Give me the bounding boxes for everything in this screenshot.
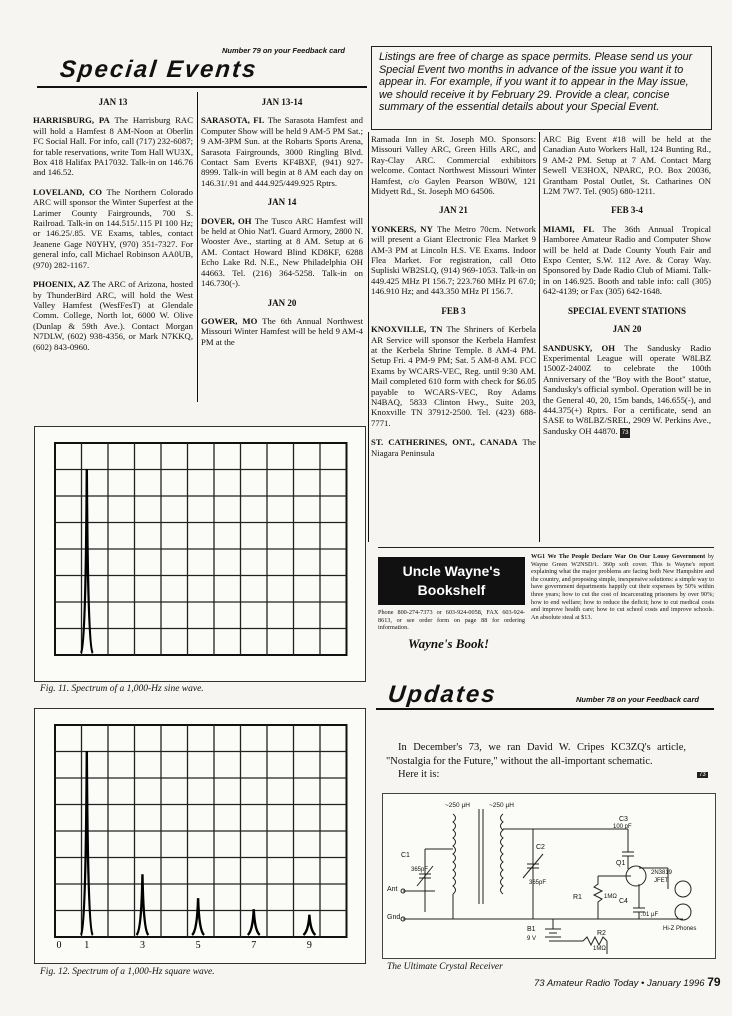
- event-item: SANDUSKY, OH The Sandusky Radio Experimental League will operate W8LBZ 1500Z-2400Z to celebrate the 100th Anniversary of the "Boy with the Boot" statue, Sandusky's official symbol. Operation will be in the General 40, 20, 15m bands, 146.655(-), and 444.375(+) Rptrs. For a certificate, send an SASE to W8LBZ/SREL, 2909 W. Perkins Ave., Sandusky OH 44870. 73: [543, 343, 711, 439]
- event-item: DOVER, OH The Tusco ARC Hamfest will be held at Ohio Nat'l. Guard Armory, 2800 N. Wooster Ave., starting at 8 AM. Setup at 6 AM. Contact Howard Blind KD8KF, 6288 Echo Lake Rd. N.E., New Philadelphia OH 44663. Tel. (216) 364-5258. Talk-in on 146.730(-).: [201, 215, 363, 289]
- label-l1: ~250 µH: [445, 802, 470, 809]
- label-phones: Hi-Z Phones: [663, 926, 697, 932]
- page-footer: 73 Amateur Radio Today • January 1996 79: [534, 975, 721, 989]
- bookshelf-phone: Phone 800-274-7373 or 603-924-0058, FAX 603-924-8613, or see order form on page 88 for ordering information.: [378, 609, 525, 632]
- event-item: MIAMI, FL The 36th Annual Tropical Hamboree Amateur Radio and Computer Show will be held at Dade County Youth Fair and Expo Center, S.W. 112 Ave. & Coray Way. Sponsored by Dade Radio Club of Miami. Talk-in on 146.925. Booth and table info: call (305) 642-4139; or Fax (305) 642-1648.: [543, 223, 711, 297]
- column-divider: [368, 132, 369, 542]
- label-r2: R2: [597, 930, 606, 937]
- label-q1-jfet: JFET: [654, 878, 669, 884]
- event-item: SARASOTA, FL The Sarasota Hamfest and Computer Show will be held 9 AM-5 PM Sat.; 9 AM-3PM Sun. at the Robarts Sports Arena, Sarasota Fairgrounds, 3000 Ringling Blvd. Contact Sam Everts KF4BXF, (941) 927-8999. Talk-in will begin at 8 AM each day on 146.31/.91 and 444.925/449.925 Rptrs.: [201, 115, 363, 188]
- tick-label: 9: [306, 940, 312, 951]
- column-divider: [197, 92, 198, 402]
- figure-12: [34, 708, 366, 964]
- label-antenna: Ant: [387, 886, 398, 893]
- label-q1: Q1: [616, 860, 626, 867]
- bookshelf-description: WG1 We The People Declare War On Our Lousy Government by Wayne Green W2NSD/1. 360p soft cover. This is Wayne's report explaining what the major problems are facing both New Hampshire and the country, and proposing simple, inexpensive solutions: a simple way to have government departments happily cut their expenses by 50% within three years; how to cut the cost of incarcerating prisoners by over 90%; how to end welfare; how to reduce the deficit; how to cut medical costs and improve health care; how to cut school costs and improve schools. An absolute steal at $13.: [531, 553, 714, 621]
- end-badge: 73: [699, 772, 706, 778]
- label-c4: C4: [619, 898, 628, 905]
- tick-label: 1: [84, 940, 90, 951]
- end-badge: 73: [620, 428, 631, 438]
- spectrum-peak: [192, 898, 204, 935]
- event-item: Ramada Inn in St. Joseph MO. Sponsors: Missouri Valley ARC, Green Hills ARC, and Ray-Clay ARC. Commercial exhibitors welcome. Contact Northwest Missouri Winter Hamfest, c/o Gaylen Pearson WB0W, 121 Midyett Rd., St. Joseph MO 64506.: [371, 134, 536, 197]
- schematic-caption: The Ultimate Crystal Receiver: [387, 962, 503, 972]
- bookshelf-banner: Uncle Wayne's Bookshelf: [378, 557, 525, 605]
- label-b1-value: 9 V: [527, 936, 537, 942]
- events-column-3: [371, 134, 536, 467]
- figure-11-caption: Fig. 11. Spectrum of a 1,000-Hz sine wave.: [40, 684, 204, 694]
- stations-heading: SPECIAL EVENT STATIONS: [567, 305, 687, 316]
- label-c3-value: 100 pF: [613, 824, 632, 830]
- bookshelf-ad: [378, 547, 714, 687]
- label-r1: R1: [573, 894, 582, 901]
- figure-12-caption: Fig. 12. Spectrum of a 1,000-Hz square wave.: [40, 967, 215, 977]
- date-heading: FEB 3: [441, 305, 466, 316]
- event-item: HARRISBURG, PA The Harrisburg RAC will hold a Hamfest 8 AM-Noon at Oberlin FC Social Hall. For info, call (717) 232-6087; for table reservations, write Tom Hall WU3X, Box 418 Halifax PA17032. Talk-in on 146.76 and 146.52.: [33, 115, 193, 178]
- label-c1-value: 365pF: [411, 867, 429, 873]
- date-heading: JAN 13: [98, 97, 128, 107]
- feedback-note: Number 79 on your Feedback card: [222, 46, 345, 55]
- page-number: 79: [707, 975, 721, 989]
- event-item: YONKERS, NY The Metro 70cm. Network will present a Giant Electronic Flea Market 9 AM-3 PM at Lincoln H.S. VE Exams. Indoor Flea Market. For registration, call Otto Supliski WB2SLQ, (914) 969-1053. Talk-in on 449.425 MHz PI 156.7; 223.760 MHz PI 67.0; 146.910 Hz; and 443.350 MHz PI 156.7.: [371, 223, 536, 297]
- schematic-drawing: [383, 794, 715, 958]
- label-c2-value: 365pF: [529, 880, 547, 886]
- event-item: LOVELAND, CO The Northern Colorado ARC will sponsor the Winter Superfest at the Larimer County Fairgrounds, 700 S. Railroad. Talk-in on 144.515/.115 PI 100 Hz; or 146.25/.85. VE Exams, tables, contact Jeanene Gage N0YHY, (970) 351-7327. For general info, call Michael Robinson AA0UB, (970) 282-1167.: [33, 186, 193, 270]
- label-c1: C1: [401, 852, 410, 859]
- event-item: KNOXVILLE, TN The Shriners of Kerbela AR Service will sponsor the Kerbela Hamfest at the Kerbela Shrine Temple. 8 AM-4 PM. Setup Fri. 4 PM-9 PM; Sat. 5 AM-8 AM. FCC Exams by WCARS-VEC, Reg. until 9:30 AM. Mail completed 610 form with check for $6.05 payable to WCARS-VEC, Roy Adams N4BAQ, 5833 Clinton Hwy., Suite 203, Knoxville TN 37912-2500. Tel. (423) 688-7771.: [371, 324, 536, 428]
- event-item: ARC Big Event #18 will be held at the Canadian Auto Workers Hall, 124 Bunting Rd., 9 AM-2 PM. Setup at 7 AM. Contact Marg Sewell VE3HOX, NPARC, P.O. Box 20036, Grantham Postal Outlet, St. Catharines ON L2M 7W7. Tel. (905) 680-1211.: [543, 134, 711, 197]
- label-c2: C2: [536, 844, 545, 851]
- label-r2-value: 1MΩ: [593, 946, 606, 952]
- title-rule: [37, 86, 367, 88]
- tick-label: 0: [56, 940, 62, 951]
- crystal-receiver-schematic: [382, 793, 716, 959]
- date-heading: JAN 21: [439, 205, 468, 216]
- sine-spectrum-plot: [35, 427, 365, 681]
- event-item: ST. CATHERINES, ONT., CANADA The Niagara Peninsula: [371, 437, 536, 458]
- label-r1-value: 1MΩ: [604, 894, 617, 900]
- event-item: GOWER, MO The 6th Annual Northwest Missouri Winter Hamfest will be held 9 AM-4 PM at the: [201, 315, 363, 347]
- bookshelf-signature: Wayne's Book!: [408, 636, 490, 651]
- page-edge: [732, 0, 750, 1016]
- date-heading: JAN 14: [267, 197, 297, 208]
- column-divider: [539, 132, 540, 542]
- label-l2: ~250 µH: [489, 802, 514, 809]
- updates-text: In December's 73, we ran David W. Cripes KC3ZQ's article, "Nostalgia for the Future," without the all-important schematic. Here it is:: [386, 742, 686, 781]
- events-column-1: [33, 93, 193, 361]
- tick-label: 3: [139, 940, 145, 951]
- feedback-note: Number 78 on your Feedback card: [576, 695, 699, 704]
- label-c3: C3: [619, 816, 628, 823]
- notice-box: Listings are free of charge as space permits. Please send us your Special Event two months in advance of the issue you want it to appear in. For example, if you want it to appear in the May issue, we should receive it by February 29. Provide a clear, concise summary of the essential details about your Special Event.: [371, 46, 712, 130]
- label-b1: B1: [527, 926, 536, 933]
- events-column-4: [543, 134, 711, 447]
- tick-label: 7: [251, 940, 257, 951]
- spectrum-peak: [248, 909, 260, 935]
- section-title: Special Events: [58, 56, 259, 83]
- spectrum-peak: [303, 915, 315, 935]
- event-item: PHOENIX, AZ The ARC of Arizona, hosted by ThunderBird ARC, will hold the West Valley Hamfest (WesfFesT) at Glendale Comm. College, North lot, 6000 W. Olive (Dunlap & 59th Ave.). Contact Morgan N7DLW, (602) 938-4356, or Mark N7KKQ, (602) 843-0960.: [33, 279, 193, 352]
- updates-title: Updates: [386, 681, 499, 708]
- date-heading: JAN 13-14: [261, 97, 303, 107]
- figure-11: [34, 426, 366, 682]
- square-spectrum-plot: [35, 709, 365, 963]
- updates-rule: [376, 708, 714, 710]
- tick-label: 5: [195, 940, 201, 951]
- events-column-2: [201, 93, 363, 356]
- label-c4-value: .01 µF: [641, 912, 659, 918]
- date-heading: JAN 20: [612, 324, 642, 335]
- label-ground: Gnd: [387, 914, 401, 921]
- label-q1-type: 2N3819: [651, 870, 673, 876]
- date-heading: JAN 20: [267, 297, 297, 308]
- date-heading: FEB 3-4: [611, 205, 643, 216]
